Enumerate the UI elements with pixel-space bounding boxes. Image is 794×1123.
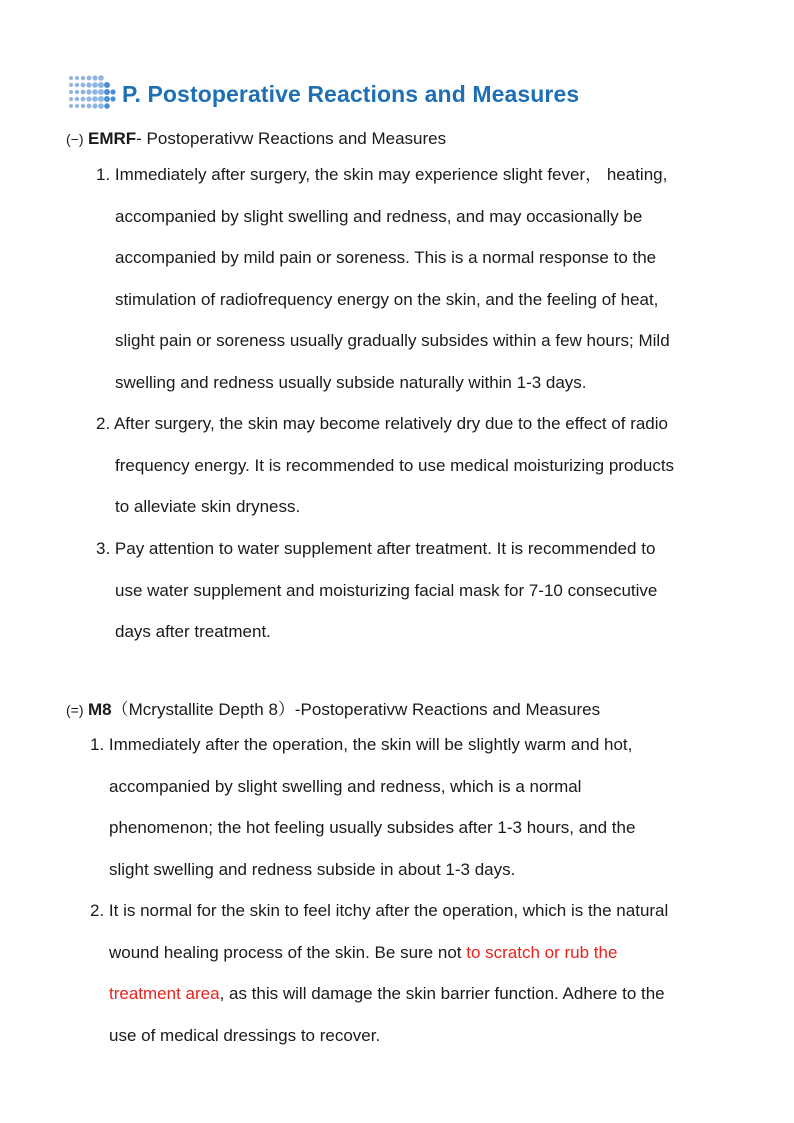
item-line: 3. Pay attention to water supplement after treatment. It is recommended to bbox=[96, 539, 656, 558]
item-line: accompanied by mild pain or soreness. This is a normal response to the bbox=[115, 248, 657, 268]
item-line: phenomenon; the hot feeling usually subsides after 1-3 hours, and the bbox=[109, 818, 636, 838]
item-line: stimulation of radiofrequency energy on the skin, and the feeling of heat, bbox=[115, 289, 659, 309]
section-heading-text: - Postoperativw Reactions and Measures bbox=[136, 129, 447, 148]
page-header bbox=[68, 74, 579, 114]
list-item bbox=[90, 890, 668, 1056]
section-marker: (−) bbox=[66, 131, 84, 147]
item-text: , as this will damage the skin barrier function. Adhere to the bbox=[219, 984, 665, 1004]
warning-text: to scratch or rub the bbox=[466, 942, 618, 962]
item-line bbox=[90, 932, 668, 974]
page-title: P. Postoperative Reactions and Measures bbox=[122, 80, 580, 107]
dot-grid-icon bbox=[68, 74, 116, 114]
section-heading-text: （Mcrystallite Depth 8）-Postoperativw Reactions and Measures bbox=[111, 700, 601, 719]
item-line: slight pain or soreness usually gradually subsides within a few hours; Mild bbox=[115, 331, 670, 351]
item-line: use water supplement and moisturizing facial mask for 7-10 consecutive bbox=[115, 580, 658, 600]
item-line bbox=[90, 973, 668, 1015]
section-heading-emrf bbox=[66, 128, 446, 150]
item-line: accompanied by slight swelling and redness, and may occasionally be bbox=[115, 206, 643, 226]
item-line: 1. Immediately after surgery, the skin may experience slight fever， heating, bbox=[96, 165, 668, 184]
item-line: accompanied by slight swelling and redness, which is a normal bbox=[109, 776, 582, 796]
list-item bbox=[90, 724, 635, 890]
item-line: 1. Immediately after the operation, the skin will be slightly warm and hot, bbox=[90, 735, 633, 754]
item-line: use of medical dressings to recover. bbox=[109, 1025, 381, 1045]
item-line: 2. It is normal for the skin to feel itchy after the operation, which is the natural bbox=[90, 901, 669, 920]
list-item bbox=[96, 154, 670, 404]
section-code: EMRF bbox=[88, 129, 137, 148]
list-item bbox=[96, 403, 674, 528]
list-item bbox=[96, 528, 657, 653]
section-code: M8 bbox=[88, 700, 112, 719]
section-heading-m8 bbox=[66, 699, 600, 721]
item-line: slight swelling and redness subside in about 1-3 days. bbox=[109, 859, 516, 879]
item-line: frequency energy. It is recommended to use medical moisturizing products bbox=[115, 455, 675, 475]
item-line: to alleviate skin dryness. bbox=[115, 497, 301, 517]
item-line: days after treatment. bbox=[115, 622, 271, 642]
warning-text: treatment area bbox=[109, 984, 220, 1004]
item-line: swelling and redness usually subside naturally within 1-3 days. bbox=[115, 372, 587, 392]
item-text: wound healing process of the skin. Be sure not bbox=[109, 942, 467, 962]
item-line: 2. After surgery, the skin may become relatively dry due to the effect of radio bbox=[96, 414, 668, 433]
section-marker: (=) bbox=[66, 702, 84, 718]
